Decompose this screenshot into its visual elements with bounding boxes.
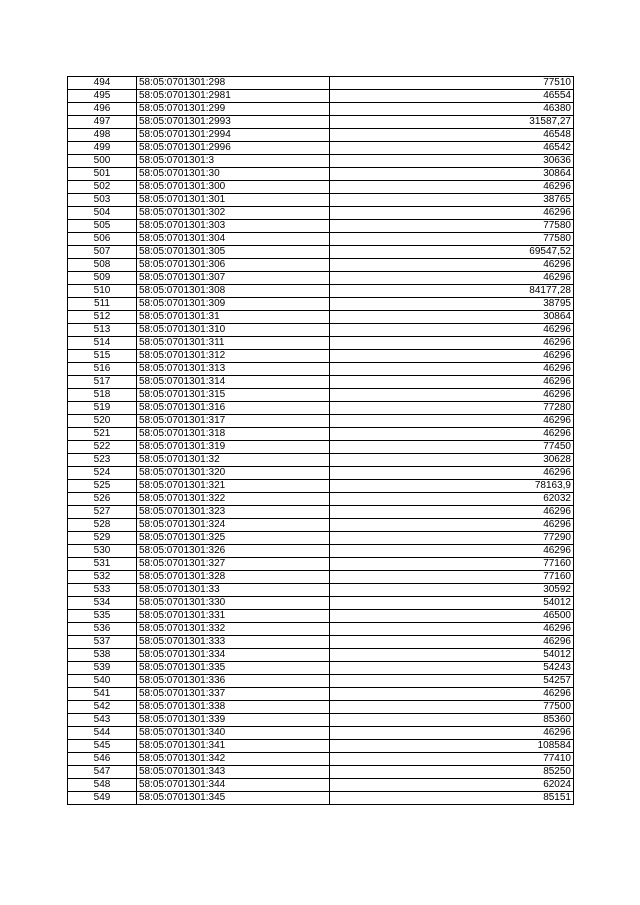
row-number-cell: 525 [68,480,137,493]
cadastral-number-cell: 58:05:0701301:300 [137,181,330,194]
value-cell: 46296 [330,428,574,441]
value-cell: 77580 [330,220,574,233]
table-row [68,766,574,779]
row-number-cell: 504 [68,207,137,220]
cadastral-number-cell: 58:05:0701301:31 [137,311,330,324]
table-row [68,779,574,792]
value-cell: 46296 [330,636,574,649]
cadastral-number-cell: 58:05:0701301:2994 [137,129,330,142]
cadastral-number-cell: 58:05:0701301:343 [137,766,330,779]
table-row [68,571,574,584]
cadastral-value-table [67,76,574,805]
value-cell: 30592 [330,584,574,597]
row-number-cell: 538 [68,649,137,662]
cadastral-number-cell: 58:05:0701301:315 [137,389,330,402]
table-row [68,142,574,155]
value-cell: 69547,52 [330,246,574,259]
table-row [68,753,574,766]
value-cell: 46296 [330,623,574,636]
table-row [68,376,574,389]
table-row [68,688,574,701]
value-cell: 46554 [330,90,574,103]
cadastral-number-cell: 58:05:0701301:308 [137,285,330,298]
cadastral-number-cell: 58:05:0701301:3 [137,155,330,168]
row-number-cell: 494 [68,77,137,90]
row-number-cell: 512 [68,311,137,324]
row-number-cell: 531 [68,558,137,571]
row-number-cell: 527 [68,506,137,519]
row-number-cell: 540 [68,675,137,688]
value-cell: 30864 [330,311,574,324]
cadastral-number-cell: 58:05:0701301:334 [137,649,330,662]
row-number-cell: 537 [68,636,137,649]
table-row [68,519,574,532]
cadastral-number-cell: 58:05:0701301:318 [137,428,330,441]
table-row [68,792,574,805]
row-number-cell: 529 [68,532,137,545]
value-cell: 46296 [330,363,574,376]
table-row [68,467,574,480]
cadastral-number-cell: 58:05:0701301:304 [137,233,330,246]
table-row [68,207,574,220]
table-row [68,298,574,311]
value-cell: 85360 [330,714,574,727]
cadastral-number-cell: 58:05:0701301:298 [137,77,330,90]
row-number-cell: 522 [68,441,137,454]
value-cell: 46548 [330,129,574,142]
table-row [68,597,574,610]
table-row [68,194,574,207]
cadastral-number-cell: 58:05:0701301:305 [137,246,330,259]
value-cell: 30636 [330,155,574,168]
cadastral-number-cell: 58:05:0701301:325 [137,532,330,545]
row-number-cell: 515 [68,350,137,363]
value-cell: 46542 [330,142,574,155]
cadastral-number-cell: 58:05:0701301:32 [137,454,330,467]
table-row [68,649,574,662]
cadastral-number-cell: 58:05:0701301:301 [137,194,330,207]
value-cell: 30628 [330,454,574,467]
value-cell: 46296 [330,350,574,363]
row-number-cell: 510 [68,285,137,298]
table-row [68,675,574,688]
row-number-cell: 507 [68,246,137,259]
row-number-cell: 528 [68,519,137,532]
value-cell: 77450 [330,441,574,454]
value-cell: 30864 [330,168,574,181]
row-number-cell: 533 [68,584,137,597]
value-cell: 85151 [330,792,574,805]
row-number-cell: 539 [68,662,137,675]
value-cell: 46296 [330,181,574,194]
cadastral-number-cell: 58:05:0701301:340 [137,727,330,740]
table-row [68,493,574,506]
table-row [68,259,574,272]
value-cell: 46500 [330,610,574,623]
table-row [68,246,574,259]
table-row [68,415,574,428]
cadastral-number-cell: 58:05:0701301:33 [137,584,330,597]
cadastral-number-cell: 58:05:0701301:330 [137,597,330,610]
value-cell: 46296 [330,207,574,220]
row-number-cell: 535 [68,610,137,623]
value-cell: 31587,27 [330,116,574,129]
row-number-cell: 534 [68,597,137,610]
table-row [68,116,574,129]
table-row [68,272,574,285]
table-row [68,545,574,558]
row-number-cell: 508 [68,259,137,272]
cadastral-number-cell: 58:05:0701301:344 [137,779,330,792]
cadastral-number-cell: 58:05:0701301:332 [137,623,330,636]
cadastral-number-cell: 58:05:0701301:30 [137,168,330,181]
cadastral-number-cell: 58:05:0701301:338 [137,701,330,714]
value-cell: 46296 [330,415,574,428]
cadastral-number-cell: 58:05:0701301:299 [137,103,330,116]
value-cell: 77410 [330,753,574,766]
row-number-cell: 501 [68,168,137,181]
cadastral-number-cell: 58:05:0701301:317 [137,415,330,428]
value-cell: 46296 [330,467,574,480]
value-cell: 84177,28 [330,285,574,298]
value-cell: 77160 [330,571,574,584]
row-number-cell: 506 [68,233,137,246]
value-cell: 46380 [330,103,574,116]
cadastral-number-cell: 58:05:0701301:328 [137,571,330,584]
row-number-cell: 523 [68,454,137,467]
value-cell: 54243 [330,662,574,675]
value-cell: 78163,9 [330,480,574,493]
table-row [68,181,574,194]
table-row [68,324,574,337]
row-number-cell: 502 [68,181,137,194]
row-number-cell: 547 [68,766,137,779]
row-number-cell: 509 [68,272,137,285]
row-number-cell: 546 [68,753,137,766]
cadastral-number-cell: 58:05:0701301:339 [137,714,330,727]
row-number-cell: 495 [68,90,137,103]
table-row [68,623,574,636]
row-number-cell: 513 [68,324,137,337]
table-row [68,285,574,298]
cadastral-number-cell: 58:05:0701301:314 [137,376,330,389]
row-number-cell: 543 [68,714,137,727]
cadastral-number-cell: 58:05:0701301:322 [137,493,330,506]
value-cell: 46296 [330,506,574,519]
cadastral-number-cell: 58:05:0701301:323 [137,506,330,519]
cadastral-number-cell: 58:05:0701301:335 [137,662,330,675]
cadastral-number-cell: 58:05:0701301:337 [137,688,330,701]
value-cell: 54012 [330,597,574,610]
row-number-cell: 526 [68,493,137,506]
table-row [68,363,574,376]
row-number-cell: 503 [68,194,137,207]
row-number-cell: 516 [68,363,137,376]
row-number-cell: 544 [68,727,137,740]
cadastral-number-cell: 58:05:0701301:327 [137,558,330,571]
row-number-cell: 542 [68,701,137,714]
value-cell: 46296 [330,545,574,558]
value-cell: 54012 [330,649,574,662]
value-cell: 77500 [330,701,574,714]
cadastral-number-cell: 58:05:0701301:307 [137,272,330,285]
cadastral-number-cell: 58:05:0701301:336 [137,675,330,688]
row-number-cell: 505 [68,220,137,233]
cadastral-number-cell: 58:05:0701301:302 [137,207,330,220]
table-row [68,558,574,571]
table-body [68,77,574,805]
table-row [68,636,574,649]
table-row [68,103,574,116]
row-number-cell: 532 [68,571,137,584]
table-row [68,337,574,350]
table-row [68,168,574,181]
table-row [68,129,574,142]
table-row [68,532,574,545]
value-cell: 46296 [330,376,574,389]
cadastral-number-cell: 58:05:0701301:326 [137,545,330,558]
value-cell: 46296 [330,727,574,740]
row-number-cell: 548 [68,779,137,792]
cadastral-number-cell: 58:05:0701301:2996 [137,142,330,155]
cadastral-number-cell: 58:05:0701301:309 [137,298,330,311]
value-cell: 46296 [330,324,574,337]
cadastral-number-cell: 58:05:0701301:345 [137,792,330,805]
cadastral-number-cell: 58:05:0701301:320 [137,467,330,480]
value-cell: 62024 [330,779,574,792]
value-cell: 77510 [330,77,574,90]
value-cell: 38765 [330,194,574,207]
value-cell: 77580 [330,233,574,246]
row-number-cell: 541 [68,688,137,701]
cadastral-number-cell: 58:05:0701301:342 [137,753,330,766]
table-row [68,155,574,168]
value-cell: 38795 [330,298,574,311]
cadastral-number-cell: 58:05:0701301:306 [137,259,330,272]
table-row [68,233,574,246]
row-number-cell: 514 [68,337,137,350]
value-cell: 46296 [330,272,574,285]
table-row [68,441,574,454]
value-cell: 54257 [330,675,574,688]
row-number-cell: 500 [68,155,137,168]
cadastral-number-cell: 58:05:0701301:312 [137,350,330,363]
table-row [68,220,574,233]
table-row [68,610,574,623]
table-row [68,727,574,740]
cadastral-number-cell: 58:05:0701301:324 [137,519,330,532]
table-row [68,350,574,363]
cadastral-number-cell: 58:05:0701301:333 [137,636,330,649]
cadastral-number-cell: 58:05:0701301:319 [137,441,330,454]
row-number-cell: 518 [68,389,137,402]
value-cell: 85250 [330,766,574,779]
value-cell: 62032 [330,493,574,506]
cadastral-number-cell: 58:05:0701301:2993 [137,116,330,129]
row-number-cell: 511 [68,298,137,311]
cadastral-number-cell: 58:05:0701301:313 [137,363,330,376]
cadastral-number-cell: 58:05:0701301:321 [137,480,330,493]
value-cell: 46296 [330,259,574,272]
row-number-cell: 549 [68,792,137,805]
row-number-cell: 499 [68,142,137,155]
value-cell: 46296 [330,337,574,350]
table-row [68,740,574,753]
value-cell: 77290 [330,532,574,545]
cadastral-number-cell: 58:05:0701301:311 [137,337,330,350]
row-number-cell: 498 [68,129,137,142]
cadastral-number-cell: 58:05:0701301:341 [137,740,330,753]
cadastral-number-cell: 58:05:0701301:316 [137,402,330,415]
table-row [68,480,574,493]
table-row [68,90,574,103]
row-number-cell: 524 [68,467,137,480]
table-row [68,662,574,675]
cadastral-number-cell: 58:05:0701301:303 [137,220,330,233]
row-number-cell: 517 [68,376,137,389]
table-row [68,506,574,519]
row-number-cell: 519 [68,402,137,415]
table-row [68,454,574,467]
row-number-cell: 545 [68,740,137,753]
value-cell: 77280 [330,402,574,415]
table-row [68,402,574,415]
cadastral-number-cell: 58:05:0701301:2981 [137,90,330,103]
value-cell: 46296 [330,688,574,701]
table-row [68,389,574,402]
table-row [68,428,574,441]
row-number-cell: 496 [68,103,137,116]
table-row [68,701,574,714]
value-cell: 46296 [330,389,574,402]
value-cell: 46296 [330,519,574,532]
cadastral-number-cell: 58:05:0701301:310 [137,324,330,337]
table-row [68,311,574,324]
row-number-cell: 520 [68,415,137,428]
value-cell: 108584 [330,740,574,753]
row-number-cell: 521 [68,428,137,441]
row-number-cell: 530 [68,545,137,558]
table-row [68,77,574,90]
row-number-cell: 497 [68,116,137,129]
table-row [68,714,574,727]
table-row [68,584,574,597]
row-number-cell: 536 [68,623,137,636]
cadastral-number-cell: 58:05:0701301:331 [137,610,330,623]
value-cell: 77160 [330,558,574,571]
